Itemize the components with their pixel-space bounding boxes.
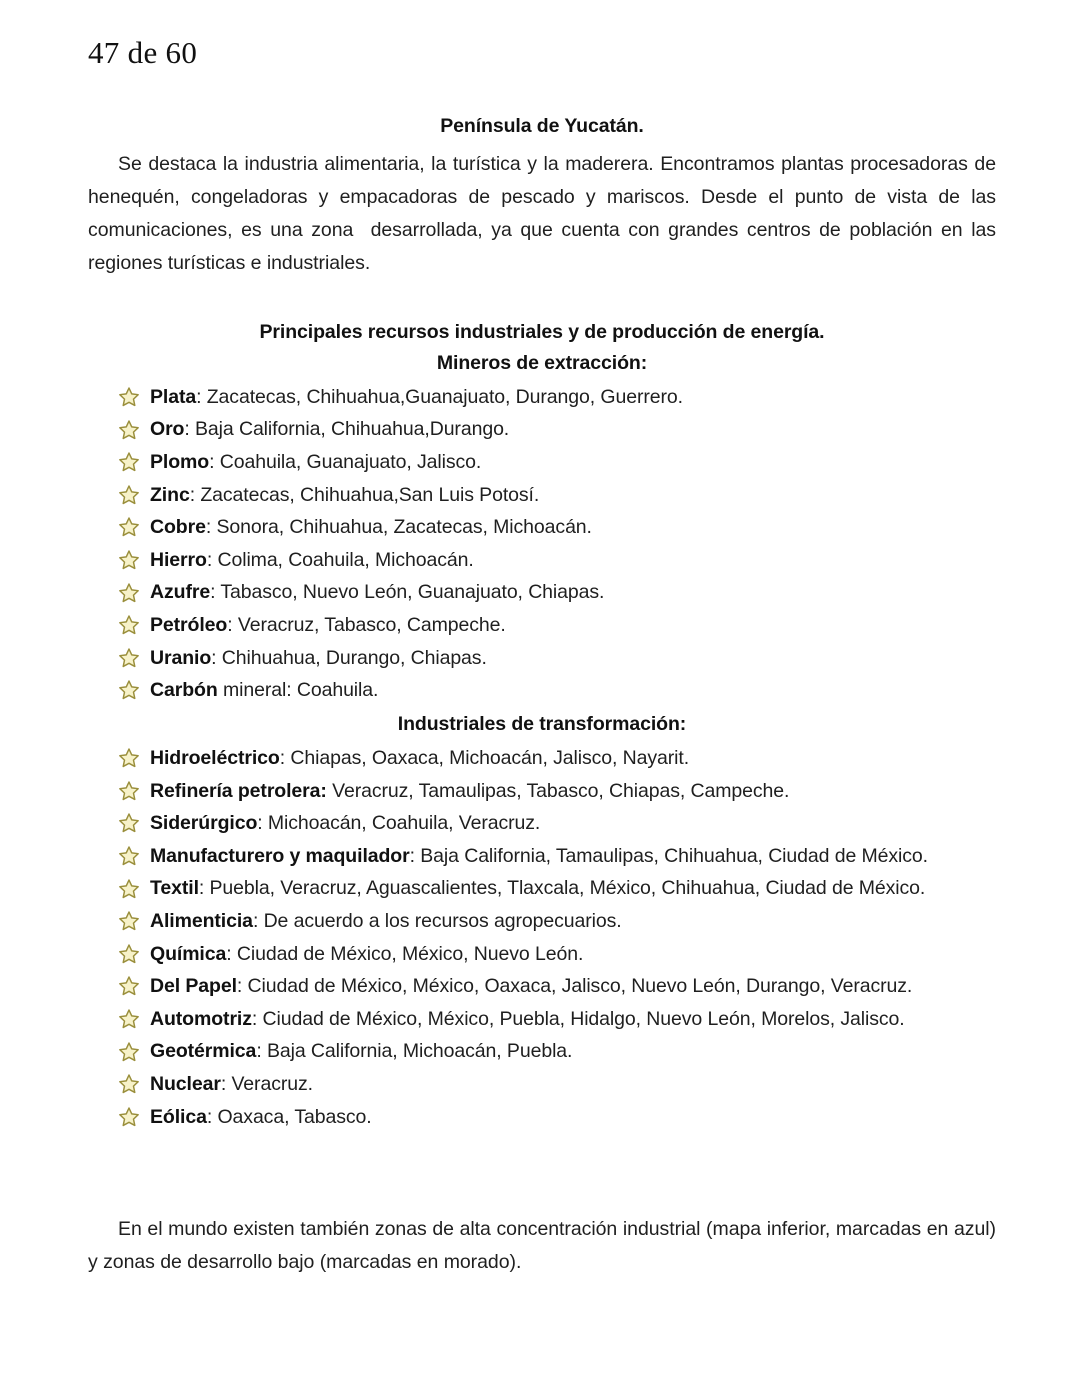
industry-detail: Veracruz, Tamaulipas, Tabasco, Chiapas, Campeche.	[326, 779, 790, 802]
star-icon	[118, 812, 140, 834]
star-icon	[118, 451, 140, 473]
list-item	[88, 544, 996, 577]
industry-term: Refinería petrolera:	[150, 779, 327, 802]
mineral-detail: : Colima, Coahuila, Michoacán.	[206, 548, 474, 571]
list-item	[88, 775, 996, 808]
industry-detail: : Ciudad de México, México, Nuevo León.	[226, 942, 584, 965]
star-icon	[118, 614, 140, 636]
list-item	[88, 446, 996, 479]
mineral-term: Uranio	[150, 646, 212, 669]
list-item	[88, 413, 996, 446]
mineral-term: Cobre	[150, 516, 206, 539]
star-icon	[118, 975, 140, 997]
industry-detail: : Michoacán, Coahuila, Veracruz.	[257, 812, 541, 835]
mineral-term: Hierro	[150, 548, 207, 571]
page-number: 47 de 60	[88, 35, 198, 70]
list-item	[88, 938, 996, 971]
mineral-term: Petróleo	[150, 613, 228, 636]
mineral-term: Zinc	[150, 483, 190, 506]
industry-detail: : Oaxaca, Tabasco.	[206, 1105, 372, 1128]
industry-term: Química	[150, 942, 227, 965]
industry-term: Alimenticia	[150, 909, 253, 932]
industry-term: Del Papel	[150, 975, 237, 998]
industry-detail: : Puebla, Veracruz, Aguascalientes, Tlaxcala, México, Chihuahua, Ciudad de México.	[198, 877, 926, 900]
mineral-term: Oro	[150, 418, 185, 441]
list-mineros-extraccion	[88, 381, 996, 707]
paragraph-cierre	[88, 1213, 1002, 1279]
list-item	[88, 872, 996, 905]
list-item	[88, 642, 996, 675]
star-icon	[118, 484, 140, 506]
mineral-term: Carbón	[150, 679, 218, 702]
mineral-detail: mineral: Coahuila.	[217, 679, 379, 702]
mineral-detail: : Zacatecas, Chihuahua,Guanajuato, Durango, Guerrero.	[196, 385, 683, 408]
heading-principales-recursos: Principales recursos industriales y de producción de energía.	[259, 321, 825, 344]
mineral-detail: : Veracruz, Tabasco, Campeche.	[227, 613, 506, 636]
star-icon	[118, 679, 140, 701]
list-item	[88, 576, 996, 609]
mineral-term: Plata	[150, 385, 197, 408]
paragraph-cierre-text: En el mundo existen también zonas de alta concentración industrial (mapa inferior, marcadas en azul) y zonas de desarrollo bajo (marcadas en morado).	[88, 1218, 1002, 1274]
mineral-detail: : Chihuahua, Durango, Chiapas.	[211, 646, 487, 669]
mineral-detail: : Sonora, Chihuahua, Zacatecas, Michoacán.	[205, 516, 592, 539]
list-item	[88, 1101, 996, 1134]
heading-industriales-transformacion: Industriales de transformación:	[397, 712, 687, 735]
list-item	[88, 381, 996, 414]
industry-term: Siderúrgico	[150, 812, 258, 835]
star-icon	[118, 647, 140, 669]
industry-detail: : Baja California, Michoacán, Puebla.	[256, 1040, 573, 1063]
industry-detail: : Chiapas, Oaxaca, Michoacán, Jalisco, Nayarit.	[279, 747, 690, 769]
list-item	[88, 742, 996, 775]
paragraph-yucatan	[88, 148, 1002, 280]
industry-term: Nuclear	[150, 1072, 221, 1095]
mineral-term: Azufre	[150, 581, 211, 604]
mineral-detail: : Zacatecas, Chihuahua,San Luis Potosí.	[189, 483, 540, 506]
list-item	[88, 511, 996, 544]
industry-detail: : De acuerdo a los recursos agropecuarios.	[252, 909, 622, 932]
industry-term: Eólica	[150, 1105, 207, 1128]
paragraph-yucatan-text: Se destaca la industria alimentaria, la turística y la maderera. Encontramos plantas procesadoras de henequén, congeladoras y empacadoras de pescado y mariscos. Desde el punto de vista de las comunicaciones, es una zona desarrollada, ya que cuenta con grandes centros de población en las regiones turísticas e industriales.	[88, 153, 1002, 275]
industry-term: Geotérmica	[150, 1040, 257, 1063]
document-content	[88, 112, 1002, 1279]
star-icon	[118, 386, 140, 408]
star-icon	[118, 419, 140, 441]
list-item	[88, 905, 996, 938]
heading-peninsula-yucatan: Península de Yucatán.	[440, 115, 644, 137]
list-item	[88, 807, 996, 840]
star-icon	[118, 910, 140, 932]
star-icon	[118, 516, 140, 538]
star-icon	[118, 1041, 140, 1063]
star-icon	[118, 878, 140, 900]
star-icon	[118, 780, 140, 802]
industry-detail: : Ciudad de México, México, Puebla, Hidalgo, Nuevo León, Morelos, Jalisco.	[251, 1007, 905, 1030]
industry-term: Automotriz	[150, 1007, 252, 1030]
list-item	[88, 1035, 996, 1068]
list-item	[88, 609, 996, 642]
industry-term: Textil	[150, 877, 199, 900]
mineral-detail: : Baja California, Chihuahua,Durango.	[184, 418, 510, 441]
list-item	[88, 674, 996, 707]
mineral-term: Plomo	[150, 450, 210, 473]
star-icon	[118, 747, 140, 769]
list-industriales-transformacion	[88, 742, 996, 1133]
list-item	[88, 970, 996, 1003]
star-icon	[118, 1106, 140, 1128]
heading-mineros-extraccion: Mineros de extracción:	[436, 351, 648, 374]
industry-term: Hidroeléctrico	[150, 747, 280, 769]
list-item	[88, 840, 996, 873]
star-icon	[118, 549, 140, 571]
star-icon	[118, 582, 140, 604]
industry-term: Manufacturero y maquilador	[150, 844, 410, 867]
industry-detail: : Baja California, Tamaulipas, Chihuahua, Ciudad de México.	[409, 844, 928, 867]
list-item	[88, 479, 996, 512]
list-item	[88, 1003, 996, 1036]
mineral-detail: : Coahuila, Guanajuato, Jalisco.	[209, 450, 482, 473]
star-icon	[118, 943, 140, 965]
star-icon	[118, 845, 140, 867]
industry-detail: : Veracruz.	[220, 1072, 313, 1095]
mineral-detail: : Tabasco, Nuevo León, Guanajuato, Chiapas.	[210, 581, 605, 604]
industry-detail: : Ciudad de México, México, Oaxaca, Jalisco, Nuevo León, Durango, Veracruz.	[236, 975, 913, 998]
star-icon	[118, 1073, 140, 1095]
star-icon	[118, 1008, 140, 1030]
list-item	[88, 1068, 996, 1101]
